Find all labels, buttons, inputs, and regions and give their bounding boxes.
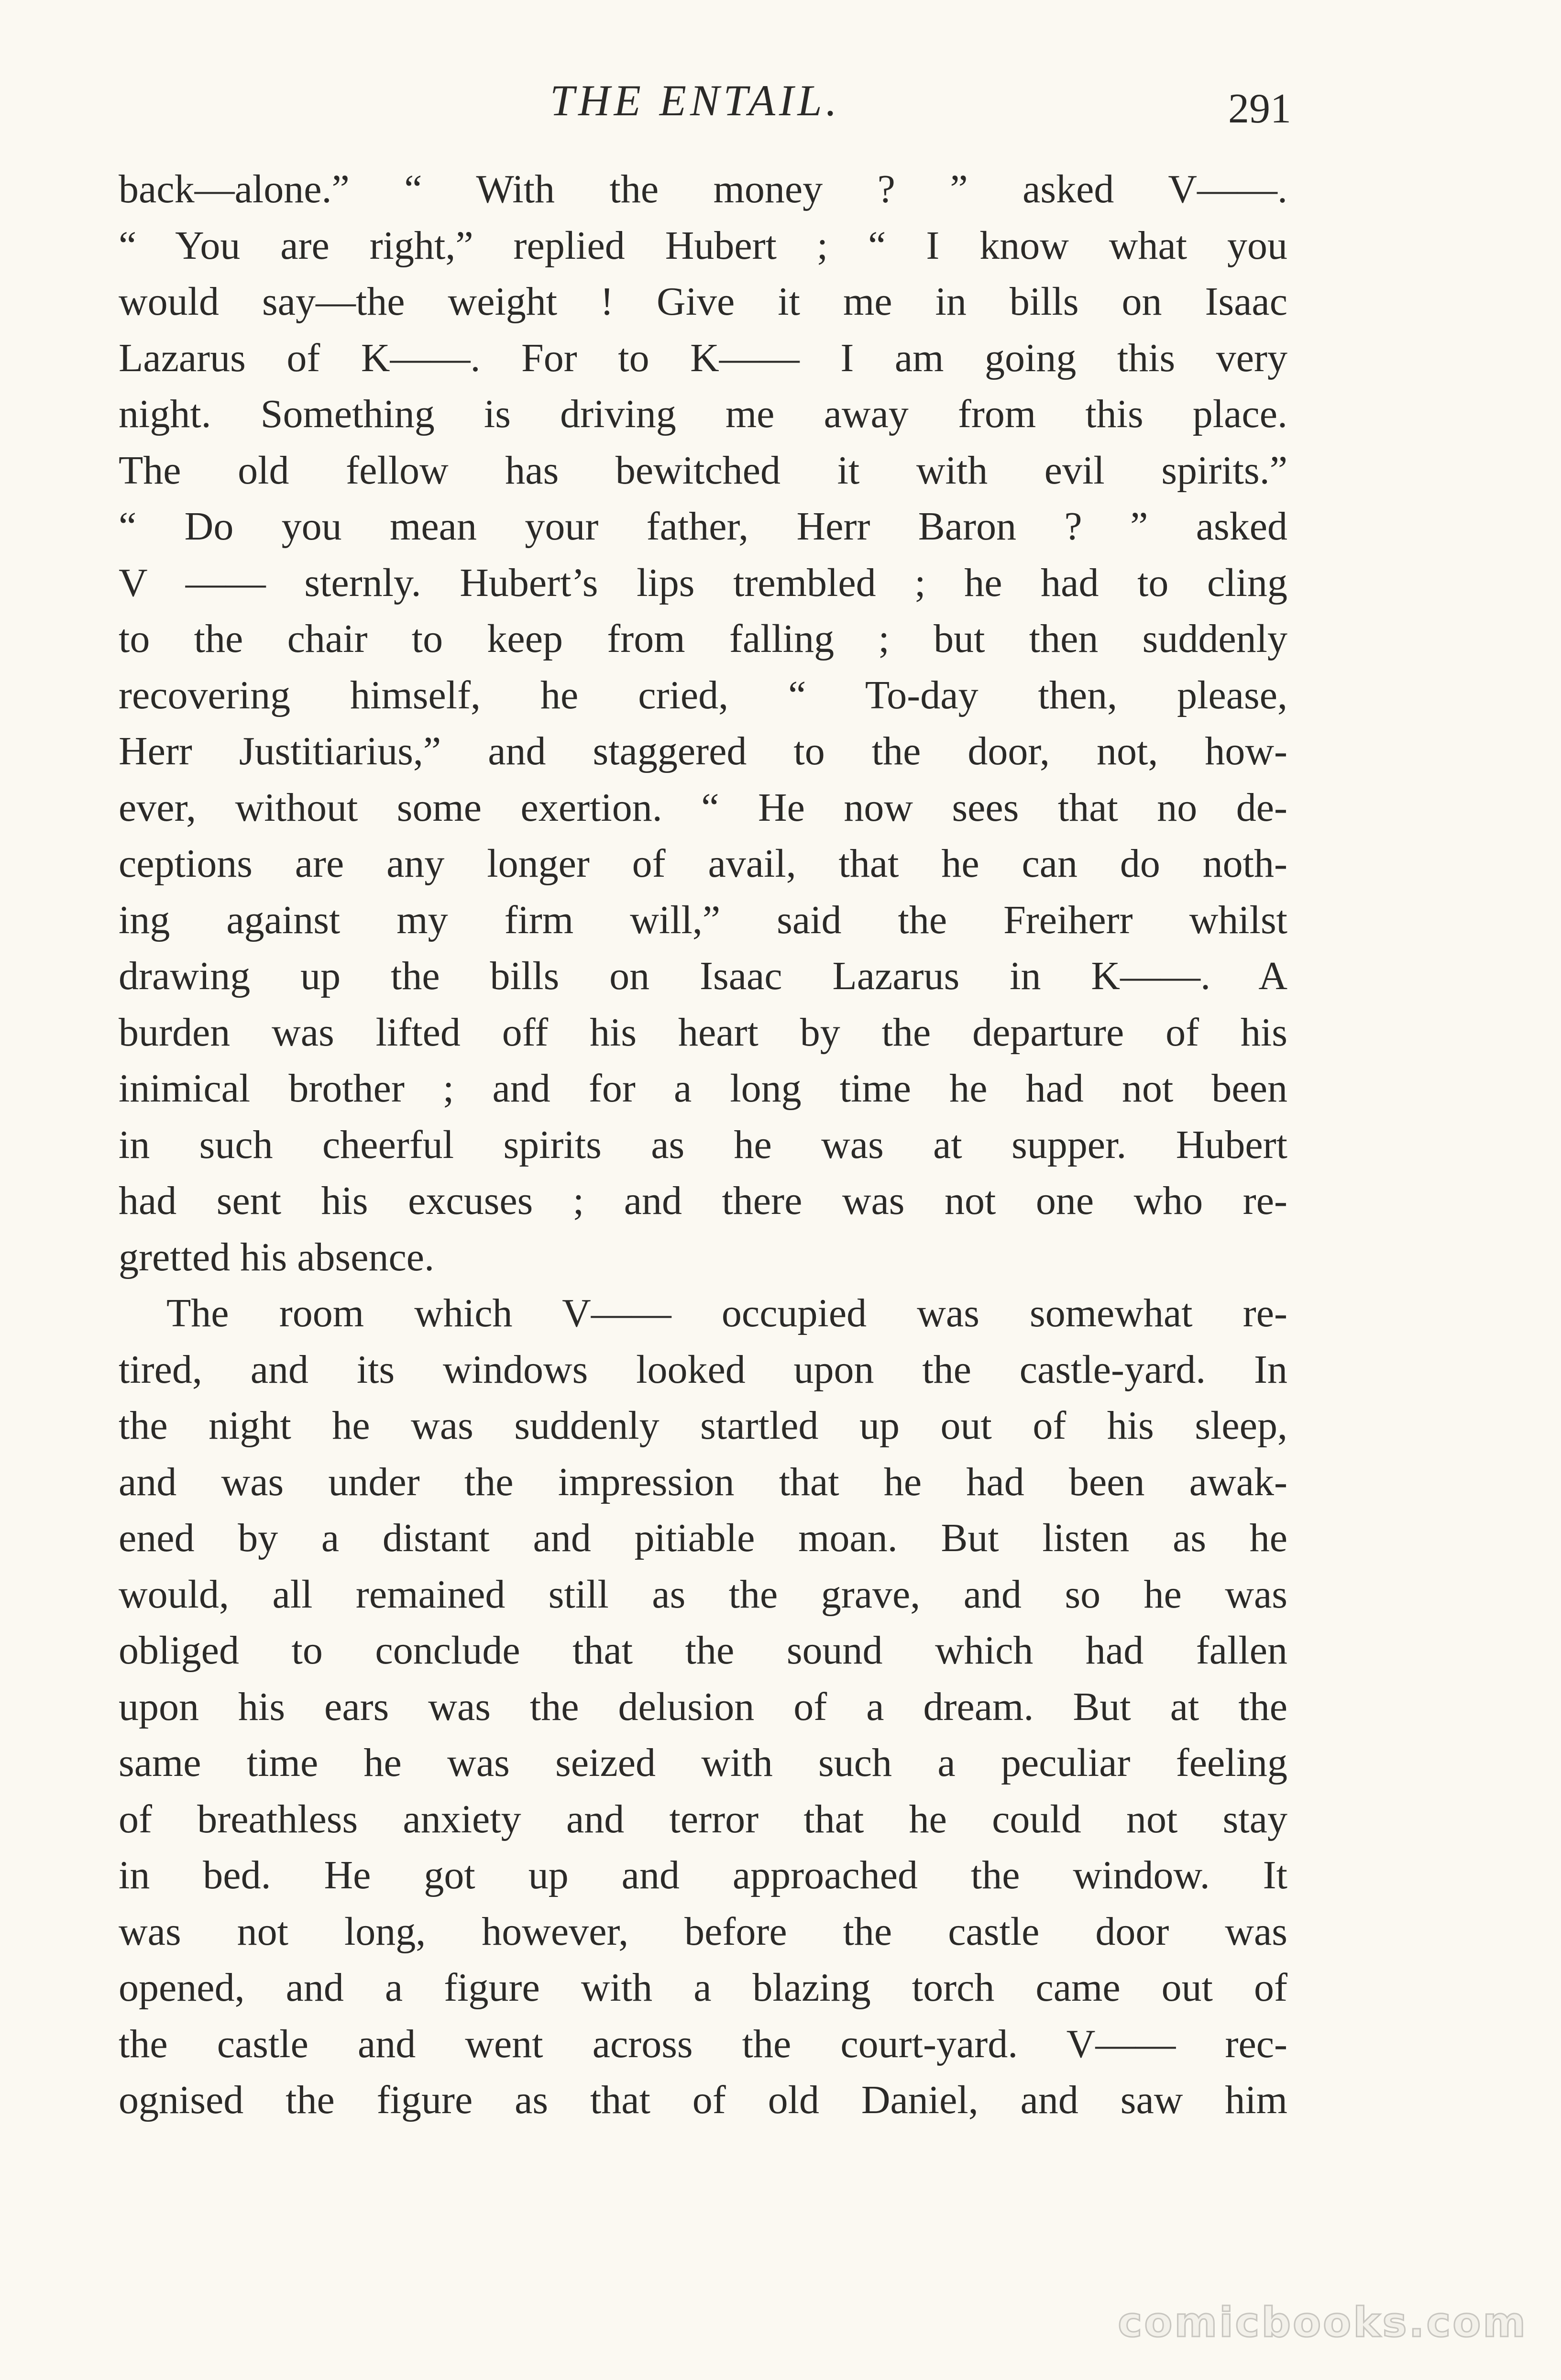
text-line: “ You are right,” replied Hubert ; “ I know what you — [119, 223, 1287, 268]
text-line: ognised the figure as that of old Daniel, and saw him — [119, 2078, 1287, 2122]
text-line: the castle and went across the court-yard. V—— rec- — [119, 2021, 1287, 2066]
text-line: V —— sternly. Hubert’s lips trembled ; he had to cling — [119, 560, 1287, 605]
text-line: burden was lifted off his heart by the departure of his — [119, 1010, 1287, 1055]
text-line: to the chair to keep from falling ; but then suddenly — [119, 617, 1287, 661]
running-head — [0, 72, 1561, 132]
text-line: had sent his excuses ; and there was not one who re- — [119, 1179, 1287, 1223]
text-line: Herr Justitiarius,” and staggered to the door, not, how- — [119, 729, 1287, 773]
text-line: opened, and a figure with a blazing torch came out of — [119, 1965, 1287, 2010]
body-text — [119, 161, 1287, 2128]
text-line: recovering himself, he cried, “ To-day then, please, — [119, 672, 1287, 717]
text-line: The old fellow has bewitched it with evil spirits.” — [119, 448, 1287, 493]
page-number: 291 — [1228, 86, 1291, 132]
text-line-paragraph-start: The room which V—— occupied was somewhat re- — [166, 1291, 1287, 1335]
text-line: upon his ears was the delusion of a dream. But at the — [119, 1684, 1287, 1729]
text-line: ened by a distant and pitiable moan. But listen as he — [119, 1516, 1287, 1560]
text-line: drawing up the bills on Isaac Lazarus in K——. A — [119, 954, 1287, 998]
text-line: Lazarus of K——. For to K—— I am going this very — [119, 335, 1287, 380]
text-line: of breathless anxiety and terror that he could not stay — [119, 1796, 1287, 1841]
text-line: and was under the impression that he had been awak- — [119, 1459, 1287, 1504]
text-line: the night he was suddenly startled up out of his sleep, — [119, 1403, 1287, 1448]
text-line: inimical brother ; and for a long time he had not been — [119, 1066, 1287, 1111]
text-line: “ Do you mean your father, Herr Baron ? ” asked — [119, 504, 1287, 549]
text-line: same time he was seized with such a peculiar feeling — [119, 1741, 1287, 1785]
text-line: ing against my firm will,” said the Freiherr whilst — [119, 897, 1287, 942]
text-line: was not long, however, before the castle door was — [119, 1909, 1287, 1954]
text-line: in bed. He got up and approached the window. It — [119, 1853, 1287, 1897]
running-title: THE ENTAIL. — [550, 76, 841, 125]
text-line-paragraph-end: gretted his absence. — [119, 1234, 435, 1279]
text-line: night. Something is driving me away from this place. — [119, 392, 1287, 436]
text-line: obliged to conclude that the sound which had fallen — [119, 1628, 1287, 1673]
text-line: back—alone.” “ With the money ? ” asked V——. — [119, 167, 1287, 211]
text-line: would, all remained still as the grave, and so he was — [119, 1572, 1287, 1617]
text-line: would say—the weight ! Give it me in bills on Isaac — [119, 279, 1287, 324]
text-line: tired, and its windows looked upon the castle-yard. In — [119, 1347, 1287, 1392]
watermark: comicbooks.com — [1118, 2299, 1528, 2347]
text-line: ceptions are any longer of avail, that he can do noth- — [119, 841, 1287, 886]
text-line: in such cheerful spirits as he was at supper. Hubert — [119, 1122, 1287, 1167]
text-line: ever, without some exertion. “ He now sees that no de- — [119, 785, 1287, 830]
